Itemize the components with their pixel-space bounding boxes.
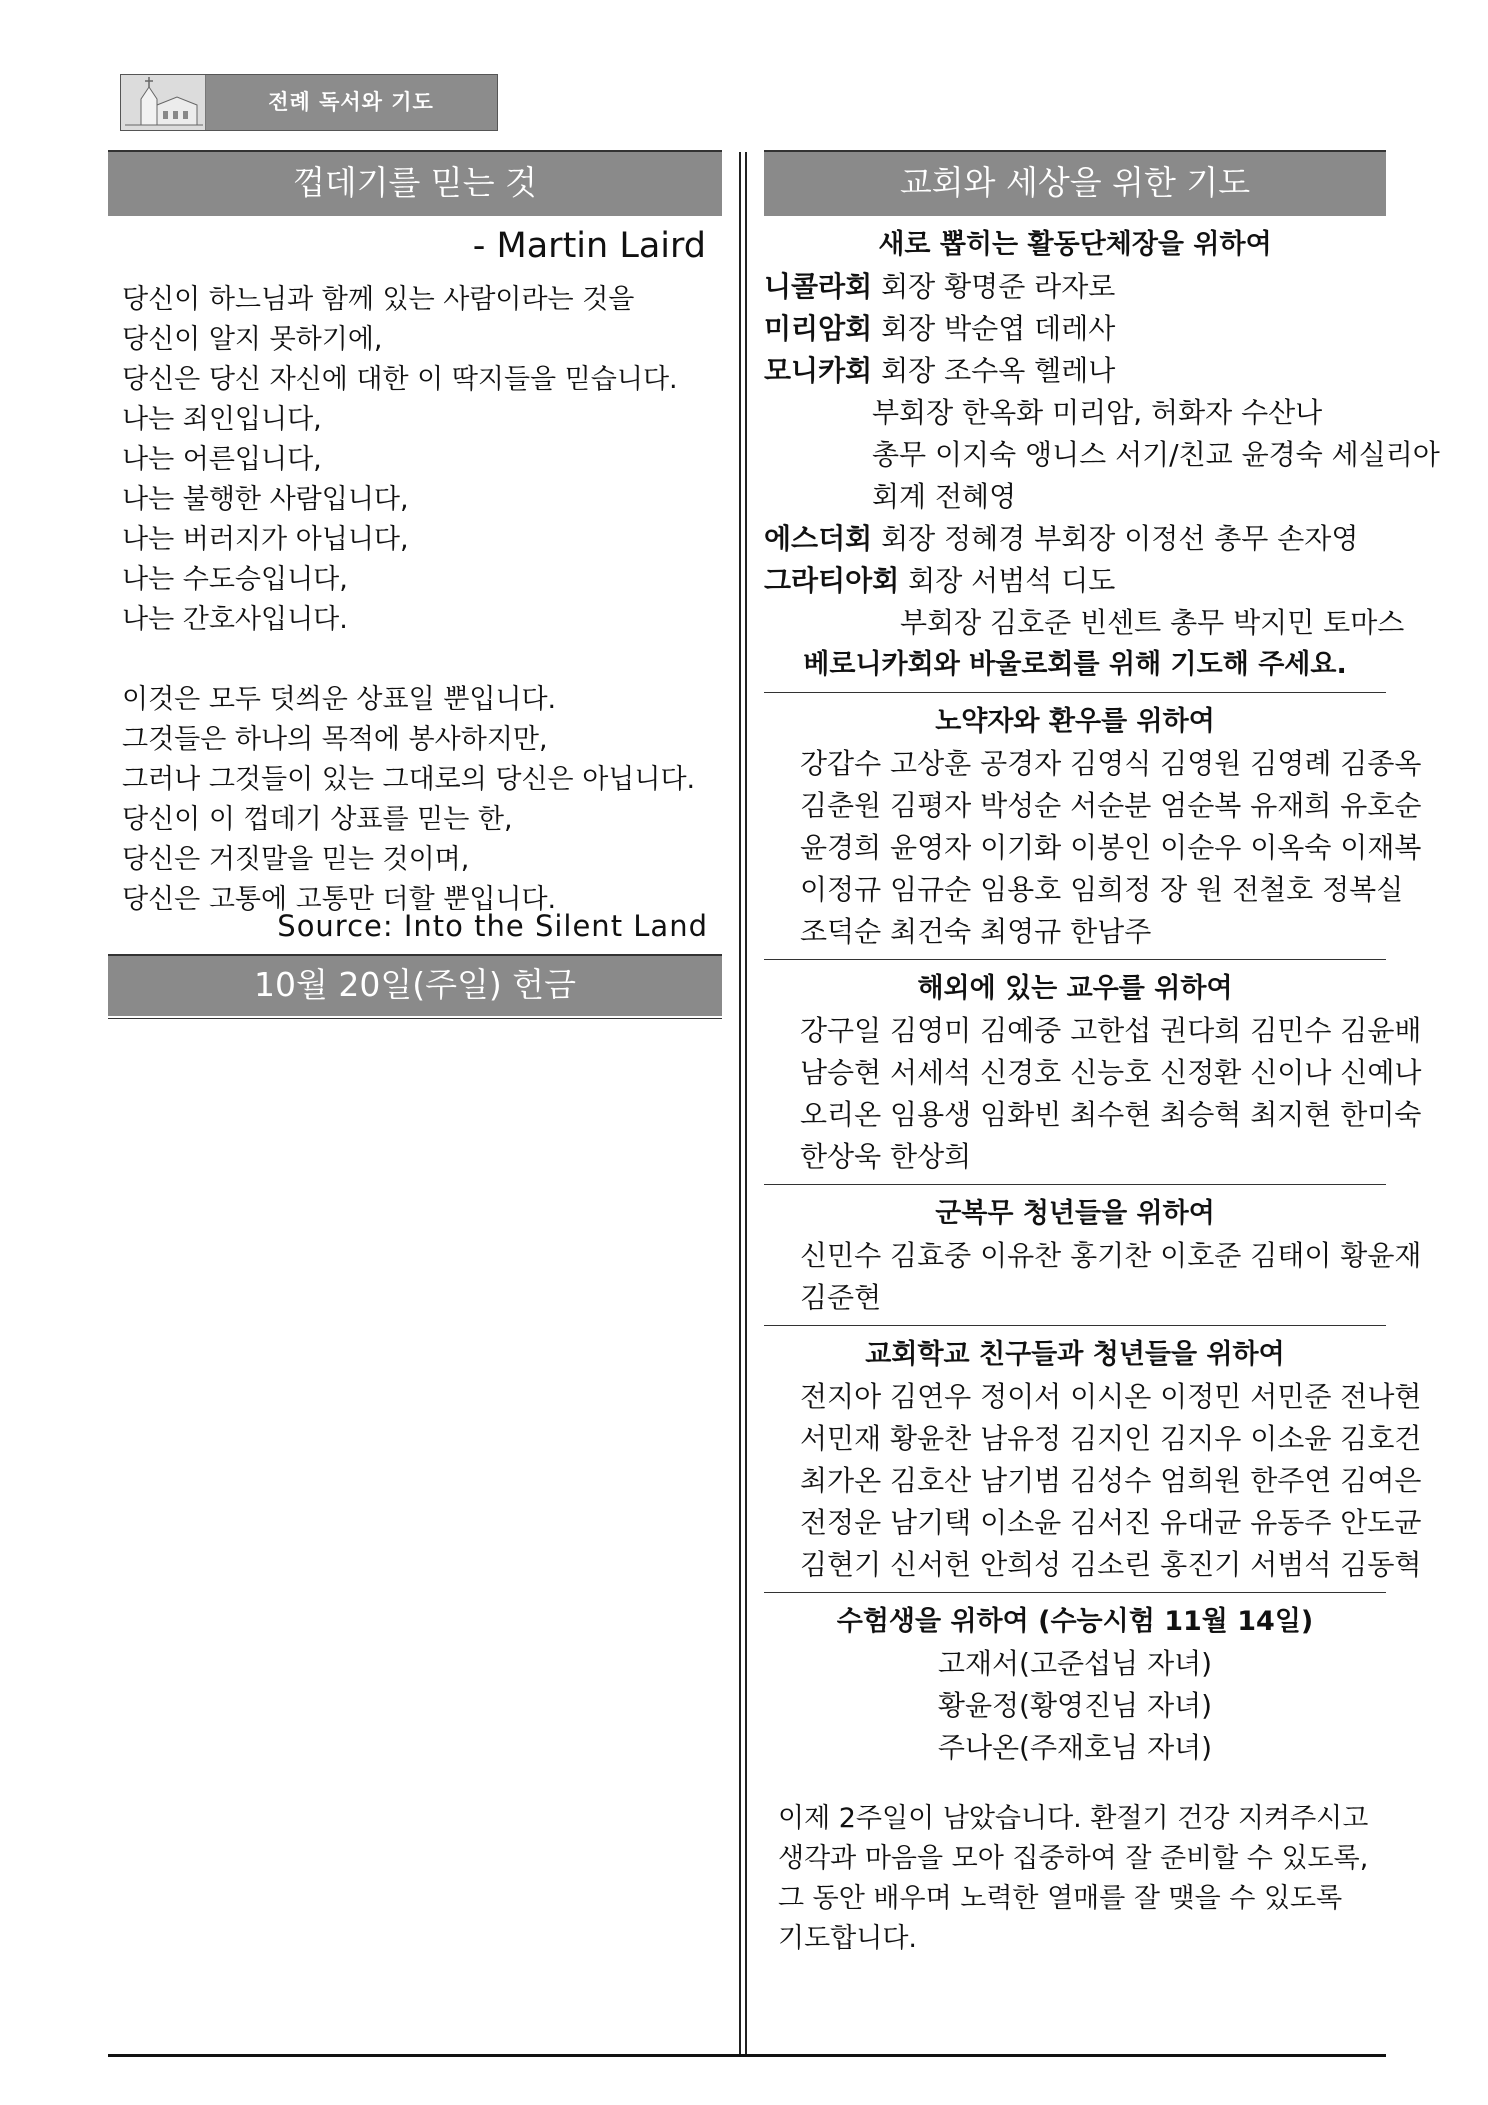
group-name: 미리암회 (764, 312, 873, 345)
exam-prayer-line: 기도합니다. (778, 1923, 917, 1954)
officers-title: 새로 뽑히는 활동단체장을 위하여 (878, 229, 1272, 260)
section-title-prayer: 교회와 세상을 위한 기도 (764, 150, 1386, 216)
column-divider (739, 152, 741, 2054)
officer-text: 회장 서범석 디도 (899, 564, 1116, 597)
officer-line (764, 350, 1386, 392)
poem-line: 당신은 당신 자신에 대한 이 딱지들을 믿습니다. (122, 364, 678, 395)
name-line: 강구일 김영미 김예중 고한섭 권다희 김민수 김윤배 (800, 1014, 1422, 1047)
name-line: 남승현 서세석 신경호 신능호 신정환 신이나 신예나 (800, 1056, 1422, 1089)
poem-author: - Martin Laird (472, 226, 706, 266)
name-line: 전지아 김연우 정이서 이시온 이정민 서민준 전나현 (800, 1380, 1422, 1413)
group-name: 에스더회 (764, 522, 873, 555)
officer-line: 부회장 김호준 빈센트 총무 박지민 토마스 (900, 606, 1405, 639)
poem-line: 당신이 알지 못하기에, (122, 324, 383, 355)
student-name: 황윤정(황영진님 자녀) (937, 1689, 1213, 1722)
poem-line: 나는 수도승입니다, (122, 564, 348, 595)
name-line: 윤경희 윤영자 이기화 이봉인 이순우 이옥숙 이재복 (800, 831, 1422, 864)
student-name: 주나온(주재호님 자녀) (937, 1731, 1213, 1764)
section-separator (764, 1184, 1386, 1185)
military-title: 군복무 청년들을 위하여 (935, 1198, 1215, 1229)
poem-source: Source: Into the Silent Land (277, 909, 708, 943)
officer-line: 총무 이지숙 앵니스 서기/친교 윤경숙 세실리아 (872, 438, 1440, 471)
exam-prayer-line: 이제 2주일이 남았습니다. 환절기 건강 지켜주시고 (778, 1803, 1369, 1834)
exam-title: 수험생을 위하여 (수능시험 11월 14일) (836, 1606, 1314, 1637)
school-title: 교회학교 친구들과 청년들을 위하여 (865, 1339, 1285, 1370)
bottom-rule (108, 2054, 1386, 2057)
section-separator (764, 692, 1386, 693)
officer-line: 회계 전혜영 (872, 480, 1017, 513)
offering-underline (108, 1018, 722, 1019)
poem-line: 나는 간호사입니다. (122, 604, 348, 635)
officer-line (764, 518, 1386, 560)
poem-line: 당신이 하느님과 함께 있는 사람이라는 것을 (122, 284, 635, 315)
name-line: 최가온 김호산 남기범 김성수 엄희원 한주연 김여은 (800, 1464, 1422, 1497)
poem-line: 이것은 모두 덧씌운 상표일 뿐입니다. (122, 684, 557, 715)
name-line: 전정운 남기택 이소윤 김서진 유대균 유동주 안도균 (800, 1506, 1422, 1539)
section-separator (764, 1325, 1386, 1326)
name-line: 서민재 황윤찬 남유정 김지인 김지우 이소윤 김호건 (800, 1422, 1422, 1455)
poem-line: 당신이 이 껍데기 상표를 믿는 한, (122, 804, 513, 835)
poem-line (122, 640, 722, 680)
header-title: 전례 독서와 기도 (268, 90, 434, 114)
section-title-poem: 껍데기를 믿는 것 (108, 150, 722, 216)
student-name: 고재서(고준섭님 자녀) (937, 1647, 1213, 1680)
prayer-list (764, 224, 1440, 1959)
poem-line: 나는 죄인입니다, (122, 404, 322, 435)
name-line: 김현기 신서헌 안희성 김소린 홍진기 서범석 김동혁 (800, 1548, 1422, 1581)
name-line: 오리온 임용생 임화빈 최수현 최승혁 최지현 한미숙 (800, 1098, 1422, 1131)
officer-line (764, 308, 1386, 350)
poem-body (122, 280, 722, 920)
church-icon (121, 75, 205, 130)
poem-line: 그것들은 하나의 목적에 봉사하지만, (122, 724, 548, 755)
poem-line: 나는 어른입니다, (122, 444, 322, 475)
name-line: 김준현 (800, 1281, 882, 1314)
exam-prayer-line: 생각과 마음을 모아 집중하여 잘 준비할 수 있도록, (778, 1843, 1369, 1874)
exam-prayer-line: 그 동안 배우며 노력한 열매를 잘 맺을 수 있도록 (778, 1883, 1343, 1914)
poem-line: 나는 버러지가 아닙니다, (122, 524, 409, 555)
officers-note: 베로니카회와 바울로회를 위해 기도해 주세요. (803, 649, 1347, 680)
church-logo (121, 75, 206, 130)
name-line: 이정규 임규순 임용호 임희정 장 원 전철호 정복실 (800, 873, 1404, 906)
officer-text: 회장 황명준 라자로 (872, 270, 1116, 303)
section-title-offering: 10월 20일(주일) 헌금 (108, 954, 722, 1016)
group-name: 모니카회 (764, 354, 873, 387)
officer-text: 회장 정혜경 부회장 이정선 총무 손자영 (872, 522, 1359, 555)
officer-text: 회장 박순엽 데레사 (872, 312, 1116, 345)
poem-line: 당신은 거짓말을 믿는 것이며, (122, 844, 470, 875)
abroad-title: 해외에 있는 교우를 위하여 (917, 973, 1233, 1004)
officer-line (764, 560, 1386, 602)
officer-line: 부회장 한옥화 미리암, 허화자 수산나 (872, 396, 1323, 429)
poem-line: 그러나 그것들이 있는 그대로의 당신은 아닙니다. (122, 764, 696, 795)
group-name: 니콜라회 (764, 270, 873, 303)
name-line: 김춘원 김평자 박성순 서순분 엄순복 유재희 유호순 (800, 789, 1422, 822)
name-line: 한상욱 한상희 (800, 1140, 972, 1173)
name-line: 조덕순 최건숙 최영규 한남주 (800, 915, 1152, 948)
section-separator (764, 1592, 1386, 1593)
group-name: 그라티아회 (764, 564, 900, 597)
elderly-title: 노약자와 환우를 위하여 (935, 706, 1215, 737)
column-divider (745, 152, 747, 2054)
officer-line (764, 266, 1386, 308)
section-separator (764, 959, 1386, 960)
name-line: 신민수 김효중 이유찬 홍기찬 이호준 김태이 황윤재 (800, 1239, 1422, 1272)
poem-line: 당신은 고통에 고통만 더할 뿐입니다. (122, 884, 557, 915)
poem-line: 나는 불행한 사람입니다, (122, 484, 409, 515)
officer-text: 회장 조수옥 헬레나 (872, 354, 1116, 387)
name-line: 강갑수 고상훈 공경자 김영식 김영원 김영례 김종옥 (800, 747, 1422, 780)
header-tab (120, 74, 498, 131)
